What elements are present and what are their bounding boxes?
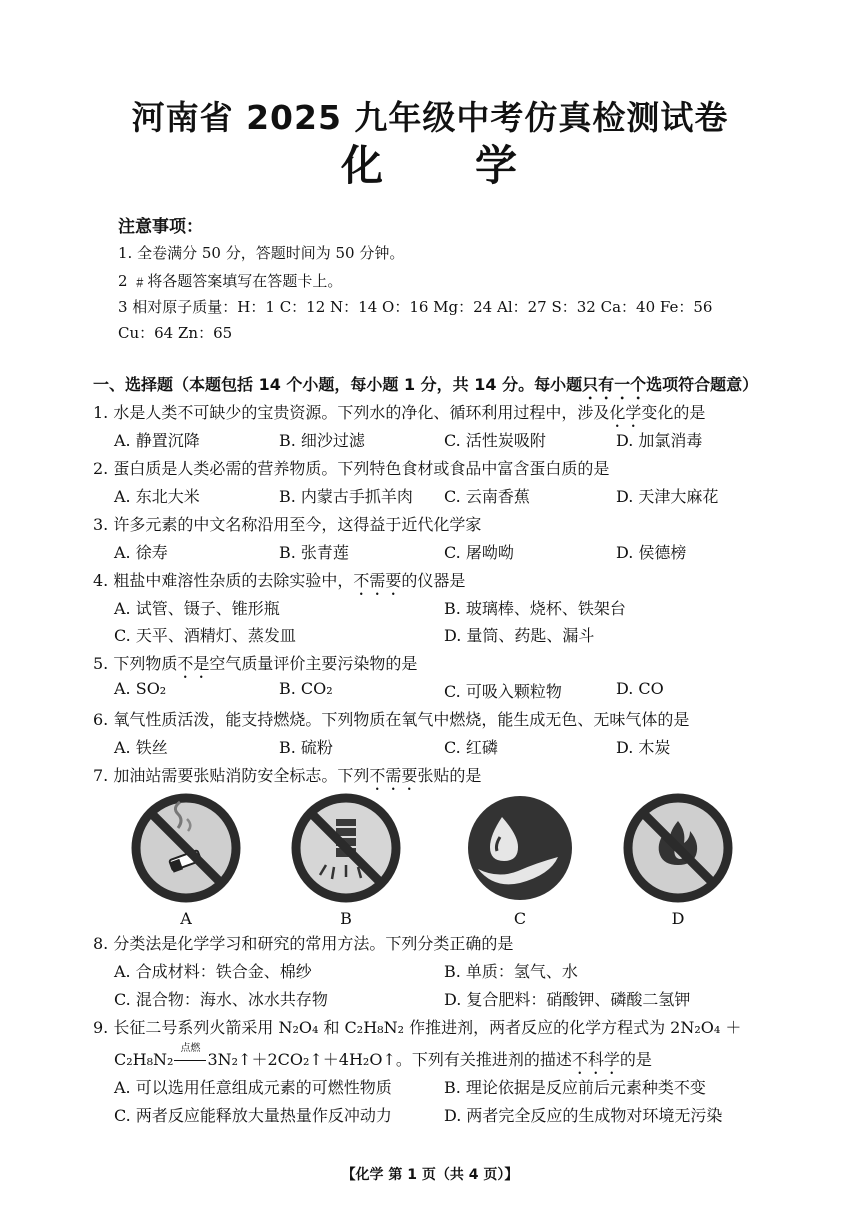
option-c[interactable]: C. 屠呦呦 bbox=[444, 543, 514, 562]
note-4: Cu：64 Zn：65 bbox=[118, 324, 233, 342]
question-8-options-row1 bbox=[114, 959, 754, 981]
option-d[interactable]: D. 木炭 bbox=[616, 738, 671, 757]
option-b-sign[interactable] bbox=[286, 793, 406, 933]
option-c[interactable]: C. 两者反应能释放大量热量作反冲动力 bbox=[114, 1106, 392, 1125]
note-1: 1. 全卷满分 50 分，答题时间为 50 分钟。 bbox=[118, 244, 405, 262]
option-a[interactable]: A. 合成材料：铁合金、棉纱 bbox=[114, 962, 312, 981]
option-a[interactable]: A. 可以选用任意组成元素的可燃性物质 bbox=[114, 1078, 392, 1097]
question-9-stem: 9. 长征二号系列火箭采用 N₂O₄ 和 C₂H₈N₂ 作推进剂，两者反应的化学方程式为 2N₂O₄ ＋ bbox=[93, 1018, 742, 1037]
option-a-label: A bbox=[180, 909, 192, 928]
question-5-stem: 5. 下列物质不是空气质量评价主要污染物的是 bbox=[93, 654, 418, 673]
no-fire-sign-icon bbox=[618, 793, 738, 905]
subject-char-2: 学 bbox=[475, 141, 520, 190]
question-8-stem: 8. 分类法是化学学习和研究的常用方法。下列分类正确的是 bbox=[93, 934, 514, 953]
question-9-options-row1 bbox=[114, 1075, 754, 1097]
subject-title bbox=[0, 133, 860, 193]
question-7-stem: 7. 加油站需要张贴消防安全标志。下列不需要张贴的是 bbox=[93, 766, 482, 785]
option-c[interactable]: C. 天平、酒精灯、蒸发皿 bbox=[114, 626, 296, 645]
no-smoking-sign-icon bbox=[126, 793, 246, 905]
option-d[interactable]: D. CO bbox=[616, 679, 664, 698]
option-c-sign[interactable] bbox=[460, 793, 580, 933]
subject-char-1: 化 bbox=[340, 141, 385, 190]
option-d-sign[interactable] bbox=[618, 793, 738, 933]
notes-heading: 注意事项： bbox=[118, 217, 203, 237]
question-3-stem: 3. 许多元素的中文名称沿用至今，这得益于近代化学家 bbox=[93, 515, 482, 534]
exam-title: 河南省 2025 九年级中考仿真检测试卷 bbox=[131, 98, 729, 137]
option-a[interactable]: A. 静置沉降 bbox=[114, 431, 200, 450]
page-footer: 【化学 第 1 页（共 4 页）】 bbox=[341, 1167, 519, 1183]
question-5-options bbox=[114, 679, 754, 701]
water-flame-sign-icon bbox=[460, 793, 580, 905]
reaction-arrow: 点燃 bbox=[173, 1050, 207, 1069]
option-b[interactable]: B. 理论依据是反应前后元素种类不变 bbox=[444, 1078, 706, 1097]
option-a[interactable]: A. 试管、镊子、锥形瓶 bbox=[114, 599, 280, 618]
option-c[interactable]: C. 可吸入颗粒物 bbox=[444, 682, 562, 701]
option-c[interactable]: C. 混合物：海水、冰水共存物 bbox=[114, 990, 328, 1009]
question-4-options-row1 bbox=[114, 596, 754, 618]
option-b[interactable]: B. 内蒙古手抓羊肉 bbox=[279, 487, 413, 506]
no-fireworks-sign-icon bbox=[286, 793, 406, 905]
question-9-options-row2 bbox=[114, 1103, 754, 1125]
option-d[interactable]: D. 两者完全反应的生成物对环境无污染 bbox=[444, 1106, 723, 1125]
note-3: 3 相对原子质量：H：1 C：12 N：14 O：16 Mg：24 Al：27 S：32 Ca：40 Fe：56 bbox=[118, 298, 713, 316]
option-d[interactable]: D. 侯德榜 bbox=[616, 543, 687, 562]
question-6-options bbox=[114, 735, 754, 757]
question-9-equation: C₂H₈N₂ 点燃 3N₂↑＋2CO₂↑＋4H₂O↑。下列有关推进剂的描述不科学的是 bbox=[114, 1043, 652, 1069]
question-3-options bbox=[114, 540, 754, 562]
question-2-options bbox=[114, 484, 754, 506]
option-c[interactable]: C. 活性炭吸附 bbox=[444, 431, 546, 450]
option-a[interactable]: A. 东北大米 bbox=[114, 487, 200, 506]
option-c[interactable]: C. 云南香蕉 bbox=[444, 487, 530, 506]
option-b[interactable]: B. 张青莲 bbox=[279, 543, 349, 562]
question-7-sign-options bbox=[124, 793, 744, 933]
option-d[interactable]: D. 天津大麻花 bbox=[616, 487, 719, 506]
section-heading: 一、选择题（本题包括 14 个小题，每小题 1 分，共 14 分。每小题只有一个选项符合题意） bbox=[93, 375, 759, 394]
option-b[interactable]: B. 硫粉 bbox=[279, 738, 333, 757]
question-1-stem: 1. 水是人类不可缺少的宝贵资源。下列水的净化、循环利用过程中，涉及化学变化的是 bbox=[93, 403, 706, 422]
question-4-stem: 4. 粗盐中难溶性杂质的去除实验中，不需要的仪器是 bbox=[93, 571, 466, 590]
option-d[interactable]: D. 加氯消毒 bbox=[616, 431, 703, 450]
question-1-options bbox=[114, 428, 754, 450]
question-8-options-row2 bbox=[114, 987, 754, 1009]
option-a[interactable]: A. 铁丝 bbox=[114, 738, 168, 757]
option-a[interactable]: A. SO₂ bbox=[114, 679, 167, 698]
option-c[interactable]: C. 红磷 bbox=[444, 738, 498, 757]
option-d-label: D bbox=[671, 909, 685, 928]
question-4-options-row2 bbox=[114, 623, 754, 645]
option-d[interactable]: D. 量筒、药匙、漏斗 bbox=[444, 626, 595, 645]
note-2: 2 ﹟将各题答案填写在答题卡上。 bbox=[118, 272, 343, 290]
question-2-stem: 2. 蛋白质是人类必需的营养物质。下列特色食材或食品中富含蛋白质的是 bbox=[93, 459, 610, 478]
option-b[interactable]: B. 玻璃棒、烧杯、铁架台 bbox=[444, 599, 626, 618]
option-b[interactable]: B. 单质：氢气、水 bbox=[444, 962, 578, 981]
option-d[interactable]: D. 复合肥料：硝酸钾、磷酸二氢钾 bbox=[444, 990, 691, 1009]
question-6-stem: 6. 氧气性质活泼，能支持燃烧。下列物质在氧气中燃烧，能生成无色、无味气体的是 bbox=[93, 710, 690, 729]
option-b-label: B bbox=[340, 909, 352, 928]
option-c-label: C bbox=[513, 909, 527, 928]
option-a-sign[interactable] bbox=[126, 793, 246, 933]
option-b[interactable]: B. 细沙过滤 bbox=[279, 431, 365, 450]
option-a[interactable]: A. 徐寿 bbox=[114, 543, 168, 562]
option-b[interactable]: B. CO₂ bbox=[279, 679, 333, 698]
